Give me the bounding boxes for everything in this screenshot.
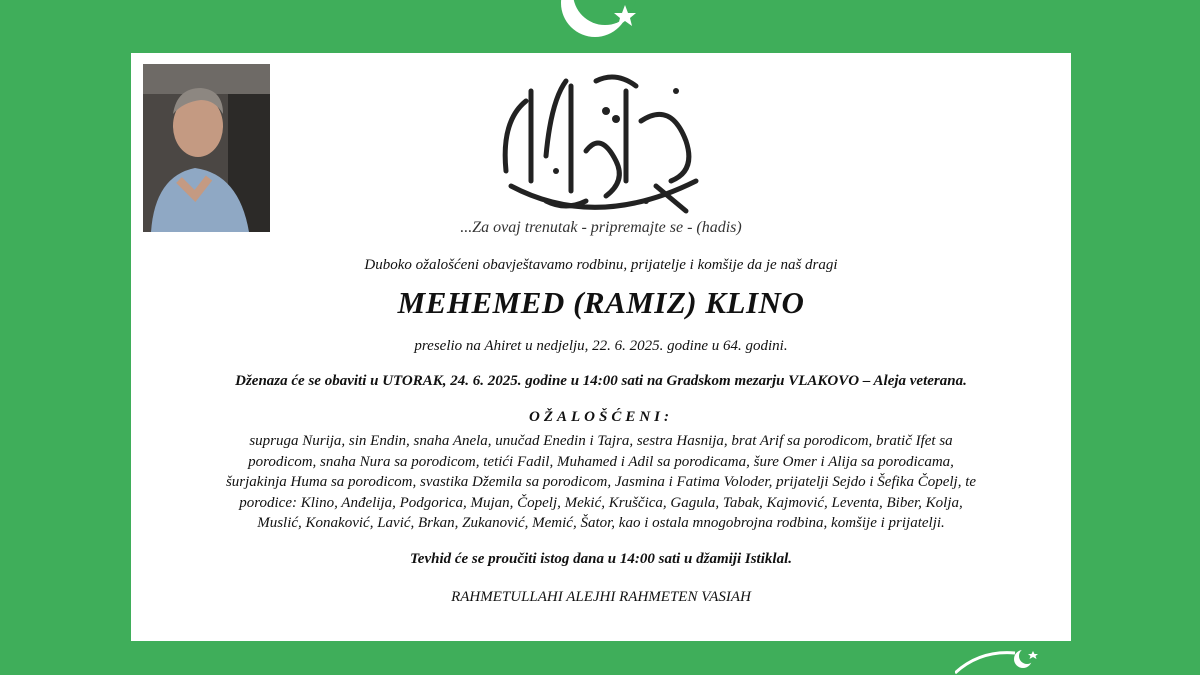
- mourners-line: porodicom, snaha Nura sa porodicom, tetići Fadil, Muhamed i Adil sa porodicama, šure Omer i Alija sa porodicama,: [248, 453, 954, 470]
- death-date-line: preselio na Ahiret u nedjelju, 22. 6. 2025. godine u 64. godini.: [414, 338, 788, 354]
- mourners-list: [161, 431, 1041, 534]
- announcement-intro: Duboko ožalošćeni obavještavamo rodbinu, prijatelje i komšije da je naš dragi: [364, 257, 838, 273]
- mourners-heading: OŽALOŠĆENI:: [528, 409, 673, 425]
- tevhid-info: Tevhid će se proučiti istog dana u 14:00 sati u džamiji Istiklal.: [410, 551, 792, 567]
- deceased-name: MEHEMED (RAMIZ) KLINO: [397, 285, 805, 320]
- mourners-line: porodice: Klino, Anđelija, Podgorica, Mujan, Čopelj, Mekić, Kruščica, Gagula, Tabak, Kajmović, Leventa, Biber, Kolja,: [239, 494, 963, 511]
- obituary-card: [131, 53, 1071, 641]
- mourners-line: šurjakinja Huma sa porodicom, svastika Džemila sa porodicom, Jasmina i Fatima Voloder, prijatelji Sejdo i Šefika Čopelj, te: [225, 474, 977, 490]
- deceased-photo: [143, 64, 270, 232]
- hadis-quote: ...Za ovaj trenutak - pripremajte se - (hadis): [460, 219, 742, 236]
- funeral-info: Dženaza će se obaviti u UTORAK, 24. 6. 2025. godine u 14:00 sati na Gradskom mezarju VLAKOVO – Aleja veterana.: [235, 373, 967, 389]
- arabic-calligraphy: [486, 61, 716, 221]
- crescent-star-logo-icon: [955, 645, 1045, 675]
- crescent-star-icon: [545, 0, 655, 45]
- closing-prayer: RAHMETULLAHI ALEJHI RAHMETEN VASIAH: [451, 589, 751, 605]
- mourners-line: supruga Nurija, sin Endin, snaha Anela, unučad Enedin i Tajra, sestra Hasnija, brat Arif sa porodicom, bratič Ifet sa: [249, 433, 953, 449]
- mourners-line: Muslić, Konaković, Lavić, Brkan, Zukanović, Memić, Šator, kao i ostala mnogobrojna rodbina, komšije i prijatelji.: [257, 515, 945, 531]
